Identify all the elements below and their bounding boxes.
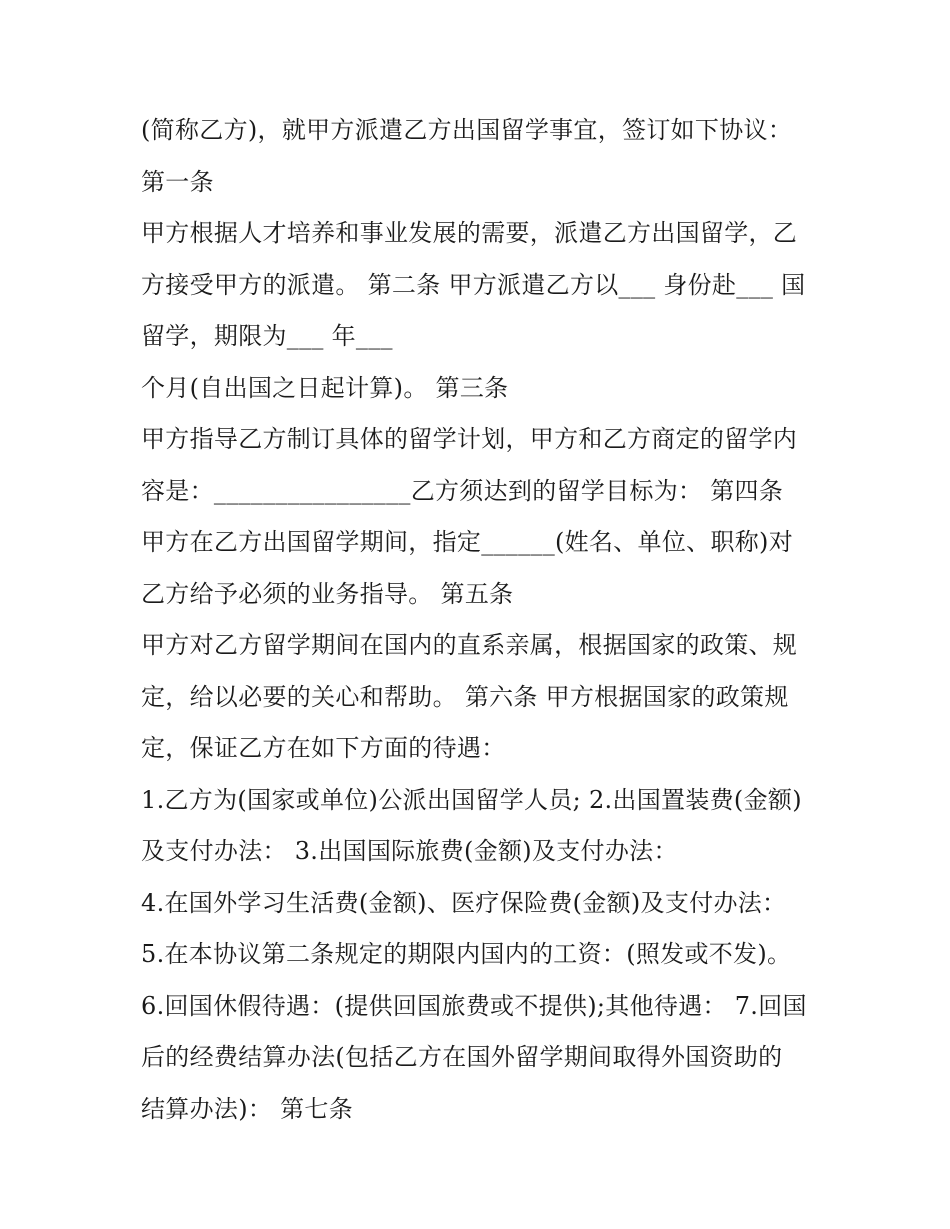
text-line: 留学，期限为___ 年___ — [141, 322, 393, 350]
text-line: 6.回国休假待遇：(提供回国旅费或不提供);其他待遇： 7.回国 — [141, 991, 807, 1020]
text-line: 乙方给予必须的业务指导。 第五条 — [141, 579, 514, 608]
text-line: 甲方对乙方留学期间在国内的直系亲属，根据国家的政策、规 — [141, 631, 798, 659]
text-line: 容是：________________乙方须达到的留学目标为： 第四条 — [141, 476, 784, 505]
text-line: 后的经费结算办法(包括乙方在国外留学期间取得外国资助的 — [141, 1043, 783, 1071]
text-line: 个月(自出国之日起计算)。 第三条 — [141, 373, 509, 402]
text-line: (简称乙方)，就甲方派遣乙方出国留学事宜，签订如下协议： — [141, 116, 793, 144]
text-line: 1.乙方为(国家或单位)公派出国留学人员; 2.出国置装费(金额) — [141, 785, 802, 814]
text-line: 及支付办法： 3.出国国际旅费(金额)及支付办法： — [141, 837, 678, 865]
text-line: 定，保证乙方在如下方面的待遇： — [141, 734, 506, 762]
text-line: 第一条 — [141, 167, 214, 196]
text-line: 5.在本协议第二条规定的期限内国内的工资：(照发或不发)。 — [141, 940, 792, 968]
text-line: 定，给以必要的关心和帮助。 第六条 甲方根据国家的政策规 — [141, 682, 789, 711]
text-line: 方接受甲方的派遣。 第二条 甲方派遣乙方以___ 身份赴___ 国 — [141, 270, 806, 299]
text-line: 结算办法)： 第七条 — [141, 1094, 353, 1123]
text-line: 甲方指导乙方制订具体的留学计划，甲方和乙方商定的留学内 — [141, 425, 798, 453]
text-line: 甲方根据人才培养和事业发展的需要，派遣乙方出国留学，乙 — [141, 219, 798, 247]
text-line: 甲方在乙方出国留学期间，指定______(姓名、单位、职称)对 — [141, 528, 794, 556]
text-line: 4.在国外学习生活费(金额)、医疗保险费(金额)及支付办法： — [141, 888, 787, 917]
document-body — [141, 108, 821, 1138]
